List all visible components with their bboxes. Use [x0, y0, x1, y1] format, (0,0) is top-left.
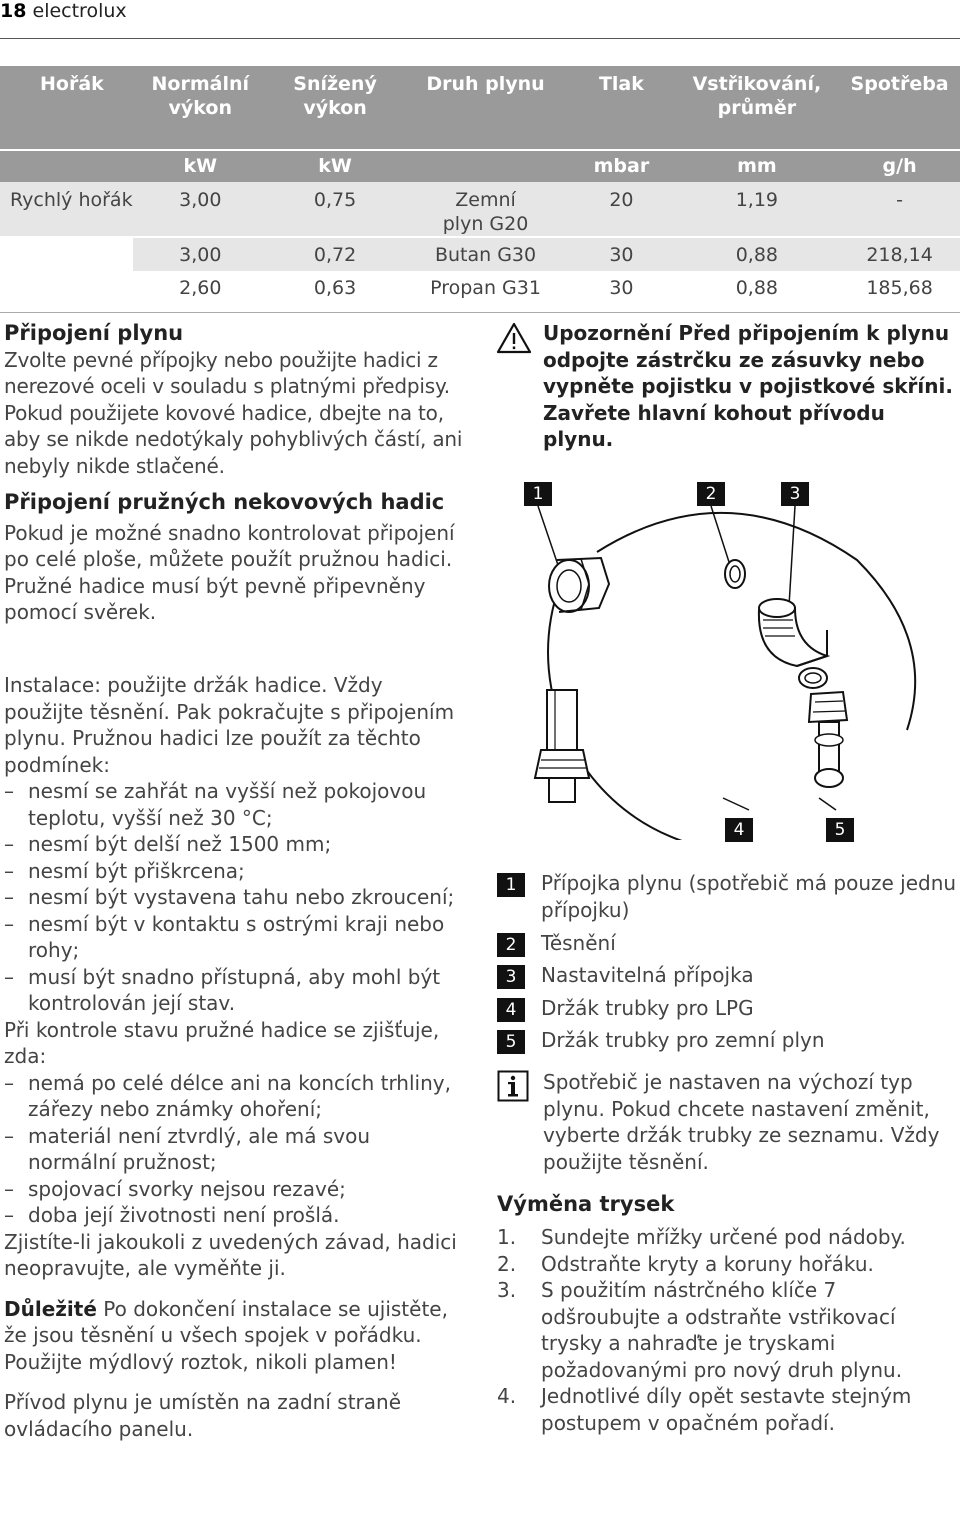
list-item: 2. Odstraňte kryty a koruny hořáku.: [497, 1251, 874, 1276]
legend-number: 4: [497, 998, 525, 1022]
unit-cell: g/h: [839, 150, 960, 182]
legend-item: [497, 995, 754, 1022]
table-cell: 0,88: [675, 271, 840, 307]
th-normal-power: Normální výkon: [133, 66, 267, 150]
paragraph: Při kontrole stavu pružné hadice se zjišťuje, zda:: [4, 1017, 440, 1068]
paragraph: Přívod plynu je umístěn na zadní straně ovládacího panelu.: [4, 1390, 401, 1441]
table-cell: -: [839, 182, 960, 237]
table-cell: 1,19: [675, 182, 840, 237]
legend-text: Držák trubky pro zemní plyn: [541, 1028, 825, 1052]
table-cell: 3,00: [133, 237, 267, 271]
figure-label-3: 3: [781, 482, 809, 506]
th-pressure: Tlak: [568, 66, 674, 150]
table-cell: 185,68: [839, 271, 960, 307]
table-row: [0, 271, 960, 307]
legend-text: Držák trubky pro LPG: [541, 996, 754, 1020]
table-units-row: [0, 150, 960, 182]
unit-cell: mm: [675, 150, 840, 182]
list-item: – spojovací svorky nejsou rezavé;: [4, 1176, 460, 1203]
paragraph: Zvolte pevné přípojky nebo použijte hadici z nerezové oceli v souladu s platnými předpisy. Pokud použijete kovové hadice, dbejte na to, aby se nikde nedotýkaly pohyblivých částí, ani nebyly nikde stlačené.: [4, 347, 463, 478]
th-consumption: Spotřeba: [839, 66, 960, 150]
legend-number: 5: [497, 1030, 525, 1054]
paragraph: Instalace: použijte držák hadice. Vždy použijte těsnění. Pak pokračujte s připojením plynu. Pružnou hadici lze použít za těchto podmínek:: [4, 673, 455, 777]
table-row: [0, 182, 960, 237]
unit-cell: mbar: [568, 150, 674, 182]
section-title-nozzle-replacement: Výměna trysek: [497, 1192, 675, 1216]
legend-number: 1: [497, 873, 525, 897]
legend-number: 3: [497, 965, 525, 989]
table-cell: 0,63: [267, 271, 402, 307]
legend-item: [497, 930, 616, 957]
table-cell: 3,00: [133, 182, 267, 237]
warning-icon: [496, 322, 532, 354]
list-item: – nemá po celé délce ani na koncích trhliny, zářezy nebo známky ohoření;: [4, 1070, 460, 1123]
table-cell: 20: [568, 182, 674, 237]
table-cell: Propan G31: [403, 271, 568, 307]
legend-text: Přípojka plynu (spotřebič má pouze jednu přípojku): [541, 871, 957, 922]
legend-text: Nastavitelná přípojka: [541, 963, 754, 987]
table-cell: 30: [568, 271, 674, 307]
figure-label-5: 5: [826, 818, 854, 842]
legend-item: [497, 870, 957, 922]
list-item: – nesmí být přiškrcena;: [4, 858, 460, 885]
list-item: – nesmí být delší než 1500 mm;: [4, 831, 460, 858]
legend-item: [497, 1027, 825, 1054]
gas-fitting-part: [549, 558, 609, 612]
table-cell: 2,60: [133, 271, 267, 307]
list-item: – nesmí být vystavena tahu nebo zkroucení;: [4, 884, 460, 911]
lpg-pipe-holder-part: [535, 690, 589, 802]
legend-item: [497, 962, 754, 989]
page-number: 18: [0, 0, 27, 22]
figure-label-4: 4: [725, 818, 753, 842]
nozzle-steps-list: [497, 1224, 957, 1436]
important-text: Po dokončení instalace se ujistěte, že jsou těsnění u všech spojek v pořádku. Použijte mýdlový roztok, nikoli plamen!: [4, 1296, 448, 1374]
section-title-gas-connection: Připojení plynu: [4, 321, 184, 345]
table-cell: [0, 271, 133, 307]
th-reduced-power: Snížený výkon: [267, 66, 402, 150]
paragraph: Zjistíte-li jakoukoli z uvedených závad, hadici neopravujte, ale vyměňte ji.: [4, 1229, 457, 1280]
table-cell: Zemní plyn G20: [403, 182, 568, 237]
unit-cell: [403, 150, 568, 182]
important-note: [4, 1296, 460, 1376]
list-item: 1. Sundejte mřížky určené pod nádoby.: [497, 1225, 906, 1249]
table-cell: Butan G30: [403, 237, 568, 271]
left-column-lower: [4, 672, 460, 1442]
burner-spec-table: [0, 66, 960, 307]
list-item: – doba její životnosti není prošlá.: [4, 1202, 460, 1229]
th-gas-type: Druh plynu: [403, 66, 568, 150]
brand-name: electrolux: [32, 0, 127, 22]
th-injector: Vstřikování, průměr: [675, 66, 840, 150]
legend-text: Těsnění: [541, 931, 616, 955]
page-header: [0, 0, 127, 22]
table-cell: 0,88: [675, 237, 840, 271]
list-item: – nesmí být v kontaktu s ostrými kraji nebo rohy;: [4, 911, 460, 964]
list-item: 3. S použitím nástrčného klíče 7 odšroubujte a odstraňte vstřikovací trysky a nahraďte je tryskami požadovanými pro nový druh plynu.: [497, 1278, 903, 1382]
section-title-flexible-hoses: Připojení pružných nekovových hadic: [4, 490, 445, 514]
table-cell: 0,72: [267, 237, 402, 271]
list-item: – nesmí se zahřát na vyšší než pokojovou teplotu, vyšší než 30 °C;: [4, 778, 460, 831]
info-text: Spotřebič je nastaven na výchozí typ plynu. Pokud chcete nastavení změnit, vyberte držák trubky ze seznamu. Vždy použijte těsnění.: [543, 1070, 940, 1174]
unit-cell: kW: [267, 150, 402, 182]
paragraph: Pokud je možné snadno kontrolovat připojení po celé ploše, můžete použít pružnou hadici. Pružné hadice musí být pevně připevněny pomocí svěrek.: [4, 520, 455, 624]
table-row: [0, 237, 960, 271]
info-icon: [497, 1070, 529, 1102]
table-cell: [0, 237, 133, 271]
legend-number: 2: [497, 933, 525, 957]
important-label: Důležité: [4, 1296, 97, 1321]
left-column: [4, 320, 464, 626]
table-cell: 218,14: [839, 237, 960, 271]
natural-gas-pipe-holder-part: [809, 692, 847, 787]
adjustable-elbow-part: [759, 599, 827, 666]
gas-connection-figure: [497, 480, 957, 840]
table-cell: Rychlý hořák: [0, 182, 133, 237]
figure-label-2: 2: [697, 482, 725, 506]
th-burner: Hořák: [0, 66, 133, 150]
header-rule: [0, 38, 960, 39]
table-cell: 0,75: [267, 182, 402, 237]
list-item: 4. Jednotlivé díly opět sestavte stejným postupem v opačném pořadí.: [497, 1384, 912, 1435]
unit-cell: kW: [133, 150, 267, 182]
unit-cell: [0, 150, 133, 182]
list-item: – materiál není ztvrdlý, ale má svou normální pružnost;: [4, 1123, 460, 1176]
table-header-row: [0, 66, 960, 150]
table-bottom-rule: [0, 312, 960, 313]
table-cell: 30: [568, 237, 674, 271]
warning-text: Upozornění Před připojením k plynu odpojte zástrčku ze zásuvky nebo vypněte pojistku v pojistkové skříni. Zavřete hlavní kohout přívodu plynu.: [543, 321, 953, 451]
list-item: – musí být snadno přístupná, aby mohl být kontrolován její stav.: [4, 964, 460, 1017]
figure-label-1: 1: [524, 482, 552, 506]
